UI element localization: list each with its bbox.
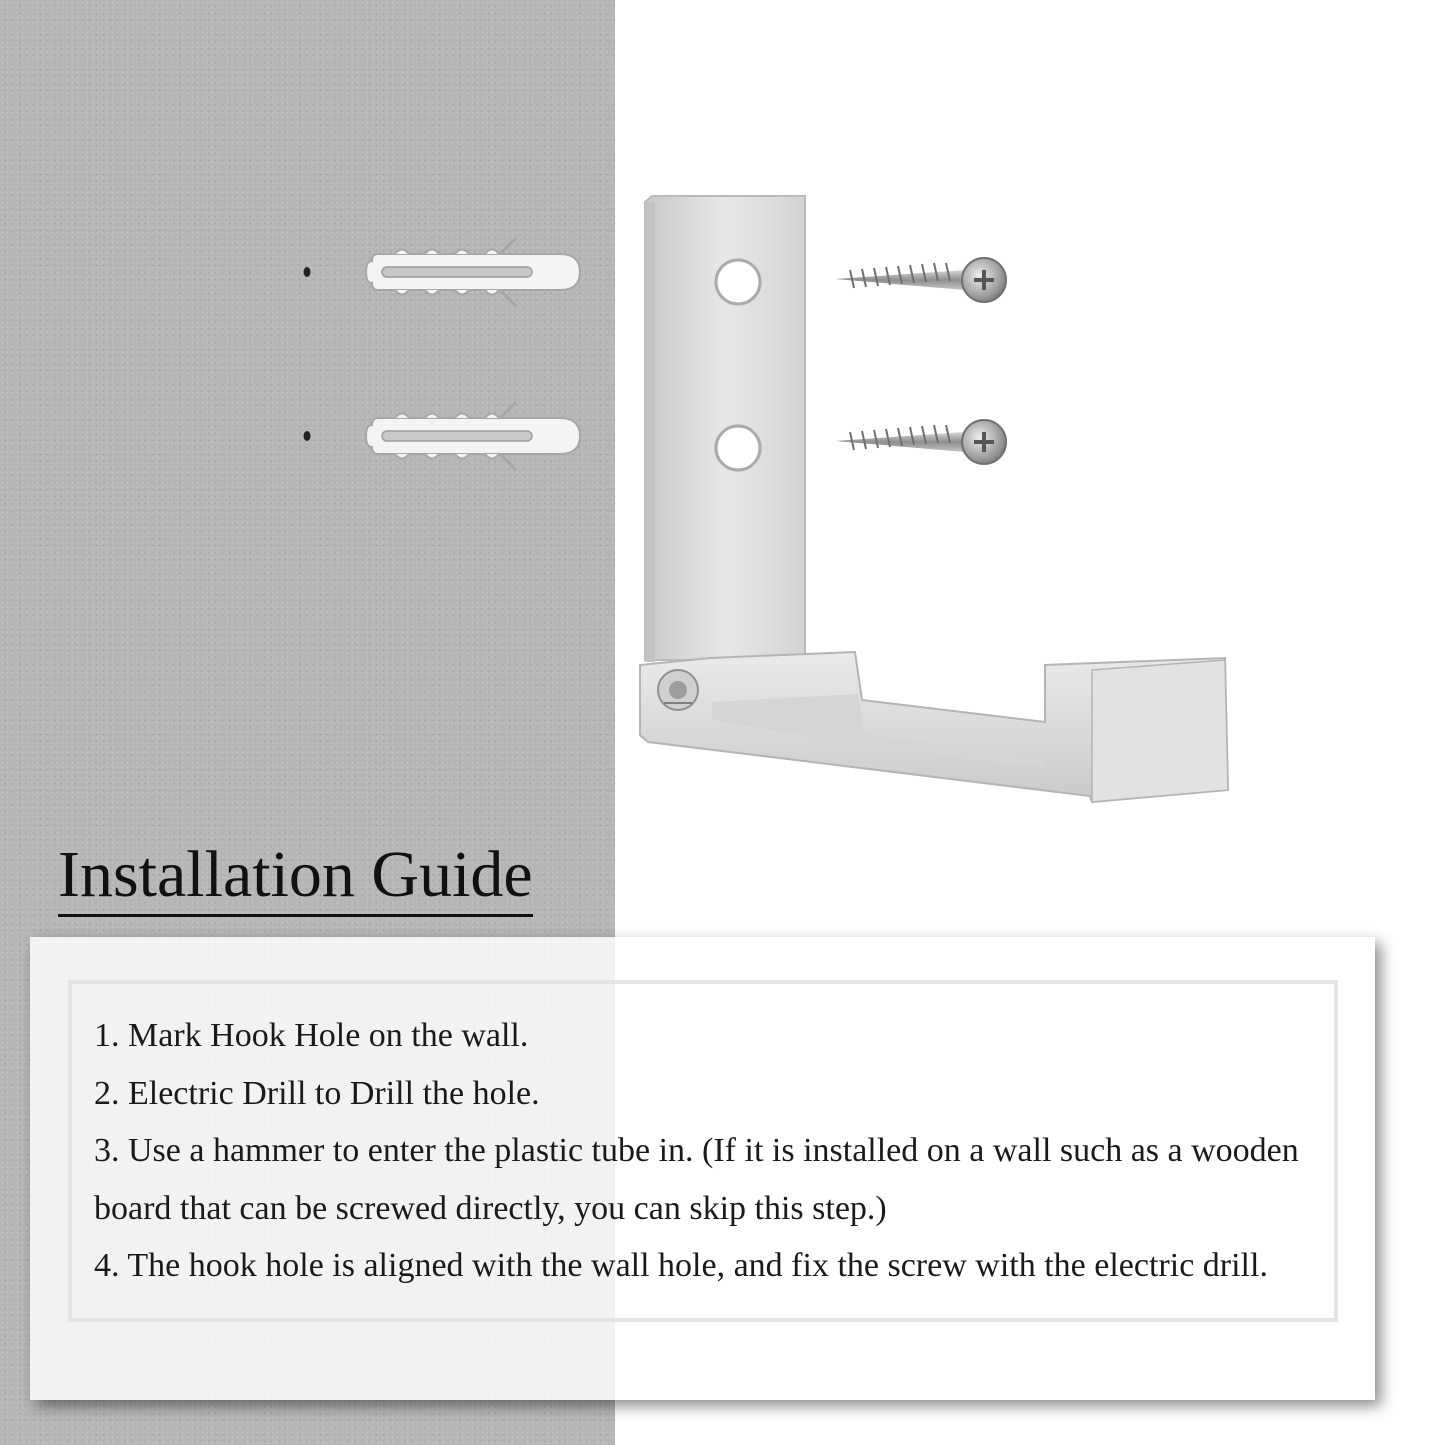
instructions-panel xyxy=(30,937,1375,1400)
step-4: 4. The hook hole is aligned with the wall hole, and fix the screw with the electric drill. xyxy=(94,1247,1268,1285)
steps-list xyxy=(94,1007,1324,1295)
screw-icon xyxy=(835,258,1006,302)
wall-anchor-icon xyxy=(366,402,580,470)
drill-hole-icon xyxy=(304,267,311,277)
step-2: 2. Electric Drill to Drill the hole. xyxy=(94,1074,540,1112)
screw-icon xyxy=(835,420,1006,464)
step-3: 3. Use a hammer to enter the plastic tube in. (If it is installed on a wall such as a wooden board that can be screwed directly, you can skip this step.) xyxy=(94,1132,1299,1227)
page-title: Installation Guide xyxy=(58,842,533,917)
drill-hole-icon xyxy=(304,431,311,441)
wall-anchor-icon xyxy=(366,238,580,306)
step-1: 1. Mark Hook Hole on the wall. xyxy=(94,1017,529,1054)
